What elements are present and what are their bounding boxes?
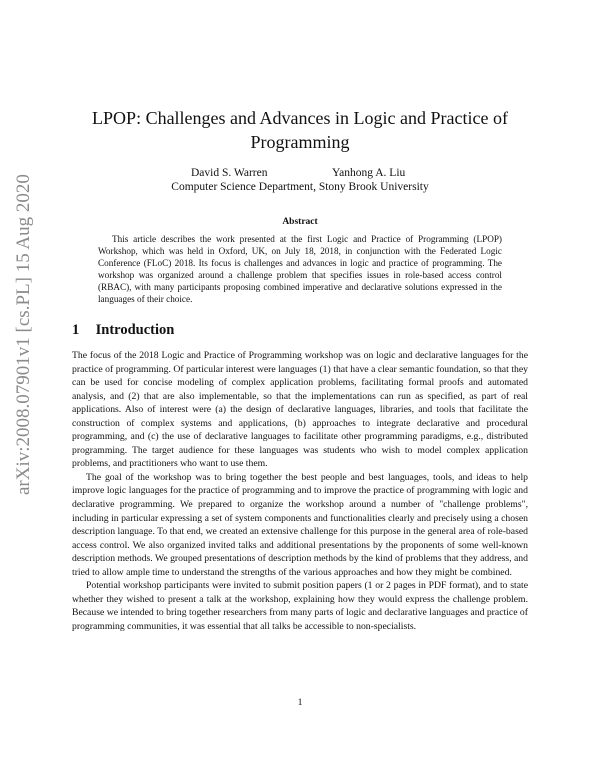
author-affiliation: Computer Science Department, Stony Brook University xyxy=(171,181,429,193)
abstract-text: This article describes the work presented at the first Logic and Practice of Programming (LPOP) Workshop, which was held in Oxford, UK, on July 18, 2018, in conjunction with the Federated Logic Conference (FLoC) 2018. Its focus is challenges and advances in logic and practice of programming. The workshop was organized around a challenge problem that specifies issues in role-based access control (RBAC), with many participants proposing combined imperative and declarative solutions expressed in the languages of their choice. xyxy=(98,234,502,305)
author-name: Yanhong A. Liu xyxy=(332,167,406,179)
body-paragraph: The goal of the workshop was to bring together the best people and best languages, tools, and ideas to help improve logic languages for the practice of programming and to improve the practice of programming with logic and declarative programming. We prepared to organize the workshop around a number of "challenge problems", including in particular expressing a set of system components and functionalities clearly and precisely using a chosen description language. To that end, we created an extensive challenge for this purpose in the general area of role-based access control. We also organized invited talks and additional presentations by the proponents of some well-known description methods. We grouped presentations of description methods by the kind of problems that they address, and tried to allow ample time to understand the strengths of the various approaches and how they might be combined. xyxy=(72,471,528,578)
section-number: 1 xyxy=(72,322,80,338)
author-name: David S. Warren xyxy=(191,167,268,179)
paper-title: LPOP: Challenges and Advances in Logic and Practice of Programming xyxy=(92,108,508,152)
abstract-heading: Abstract xyxy=(282,217,318,227)
page-number: 1 xyxy=(297,697,303,708)
section-heading xyxy=(72,320,174,340)
section-title: Introduction xyxy=(95,322,175,338)
body-paragraph: Potential workshop participants were invited to submit position papers (1 or 2 pages in PDF format), and to state whether they wished to present a talk at the workshop, explaining how they would express the challenge problem. Because we intended to bring together researchers from many parts of logic and declarative languages and practice of programming communities, it was essential that all talks be accessible to non-specialists. xyxy=(72,580,528,632)
section-body xyxy=(72,349,528,633)
arxiv-identifier: arXiv:2008.07901v1 [cs.PL] 15 Aug 2020 xyxy=(13,174,34,495)
body-paragraph: The focus of the 2018 Logic and Practice of Programming workshop was on logic and declarative languages for the practice of programming. Of particular interest were languages (1) that have a clear semantic foundation, so that they can be used for concise modeling of complex application problems, facilitating formal proofs and automated analysis, and (2) that are also implementable, so that the implementations can run as specified, as part of real applications. Also of interest were (a) the design of declarative languages, libraries, and tools that facilitate the construction of complex systems and applications, (b) approaches to integrate declarative and procedural programming, and (c) the use of declarative languages to facilitate other programming paradigms, e.g., distributed programming. The target audience for these languages was students who wish to model complex application problems, and practitioners who want to use them. xyxy=(72,350,528,470)
